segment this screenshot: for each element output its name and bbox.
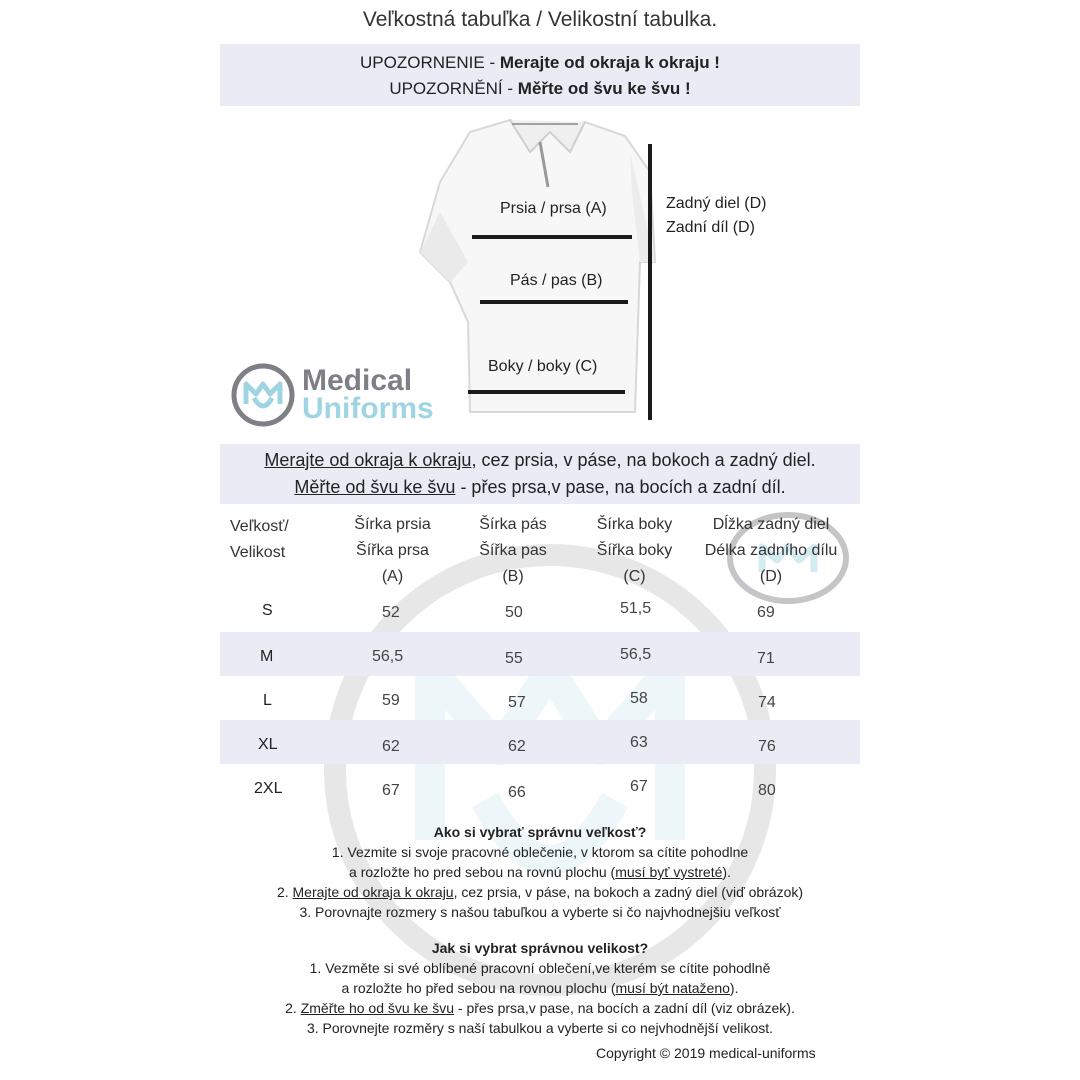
- table-row: [220, 632, 860, 676]
- header-waist-sk: Šírka pás: [479, 516, 547, 533]
- measure-link-sk: Merajte od okraja k okraju: [264, 450, 472, 470]
- header-hips: [572, 512, 697, 590]
- instructions-cz-step1: 1. Vezměte si své oblíbené pracovní oblečení,ve kterém se cítite pohodlně: [309, 960, 771, 976]
- cell-waist: 66: [508, 784, 526, 801]
- header-waist: [458, 512, 568, 590]
- header-back-cz: Délka zadního dílu: [704, 542, 838, 559]
- cell-size: XL: [258, 736, 278, 753]
- cell-chest: 62: [382, 738, 400, 755]
- instructions-sk-step1-cont: [0, 862, 1080, 882]
- warning-text-cz: Měřte od švu ke švu !: [517, 79, 691, 98]
- instructions-cz-step1-cont: [0, 978, 1080, 998]
- table-row: [220, 676, 860, 720]
- cz-step1-text: a rozložte ho před sebou na rovnou plochu (: [341, 980, 616, 996]
- back-label-sk: Zadný diel (D): [666, 195, 767, 212]
- cell-size: S: [262, 602, 273, 619]
- warning-box: [220, 44, 860, 106]
- warning-label-sk: UPOZORNENIE: [360, 53, 485, 72]
- instructions-cz-step3: 3. Porovnejte rozměry s naší tabulkou a vyberte si co nejvhodnější velikost.: [306, 1020, 774, 1036]
- measurement-note-sk: [220, 447, 860, 474]
- cell-chest: 52: [382, 604, 400, 621]
- cz-step1-underline: musí být nataženo: [615, 980, 730, 996]
- warning-line-sk: UPOZORNENIE - Merajte od okraja k okraju !: [360, 53, 720, 72]
- logo-icon: [230, 362, 296, 428]
- measure-rest-sk: , cez prsia, v páse, na bokoch a zadný diel.: [471, 450, 816, 470]
- measure-rest-cz: - přes prsa,v pase, na bocích a zadní díl.: [455, 477, 786, 497]
- warning-label-cz: UPOZORNĚNÍ: [389, 79, 503, 98]
- header-hips-cz: Šířka boky: [596, 542, 673, 559]
- logo-word-uniforms: Uniforms: [302, 392, 434, 425]
- header-size-cz: Velikost: [230, 544, 286, 561]
- instructions-sk-step1: 1. Vezmite si svoje pracovné oblečenie, v ktorom sa cítite pohodlne: [331, 844, 749, 860]
- header-back-sk: Dĺžka zadný diel: [712, 516, 830, 533]
- sk-step1-text: a rozložte ho pred sebou na rovnú plochu (: [349, 864, 616, 880]
- header-hips-code: (C): [623, 568, 646, 585]
- copyright: Copyright © 2019 medical-uniforms: [596, 1045, 816, 1061]
- page-title: Veľkostná tabuľka / Velikostní tabulka.: [362, 8, 718, 31]
- cell-size: 2XL: [254, 780, 283, 797]
- instructions-cz-title: Jak si vybrat správnou velikost?: [431, 940, 649, 956]
- cz-step1-end: ).: [729, 980, 739, 996]
- medical-uniforms-logo: [230, 360, 470, 430]
- sk-step2-text: , cez prsia, v páse, na bokoch a zadný diel (viď obrázok): [453, 884, 804, 900]
- waist-label: Pás / pas (B): [510, 272, 603, 289]
- measurement-note: [220, 444, 860, 504]
- chest-label: Prsia / prsa (A): [500, 200, 607, 217]
- logo-word-medical: Medical: [302, 364, 413, 397]
- instructions-sk: [0, 822, 1080, 922]
- table-row: [220, 720, 860, 764]
- cell-chest: 59: [382, 692, 400, 709]
- header-waist-code: (B): [502, 568, 524, 585]
- header-chest-code: (A): [381, 568, 404, 585]
- warning-text-sk: Merajte od okraja k okraju !: [499, 53, 720, 72]
- cell-chest: 56,5: [372, 648, 404, 665]
- measure-link-cz: Měřte od švu ke švu: [294, 477, 456, 497]
- back-length-label: [666, 192, 766, 240]
- header-chest: [330, 512, 455, 590]
- cz-step2-num: 2.: [285, 1000, 301, 1016]
- header-chest-sk: Šírka prsia: [354, 516, 431, 533]
- back-label-cz: Zadní díl (D): [666, 219, 755, 236]
- cell-back: 69: [757, 604, 775, 621]
- sk-step2-num: 2.: [276, 884, 293, 900]
- header-size-sk: Veľkosť/: [230, 518, 289, 535]
- cell-hips: 63: [630, 734, 648, 751]
- header-chest-cz: Šířka prsa: [356, 542, 429, 559]
- cell-chest: 67: [382, 782, 400, 799]
- table-row: [220, 764, 860, 808]
- instructions-sk-step3: 3. Porovnajte rozmery s našou tabuľkou a vyberte si čo najvhodnejšiu veľkosť: [299, 904, 781, 920]
- table-row: [220, 588, 860, 632]
- cell-back: 71: [757, 650, 775, 667]
- sk-step2-underline: Merajte od okraja k okraju: [292, 884, 454, 900]
- cell-size: M: [260, 648, 274, 665]
- cell-size: L: [263, 692, 272, 709]
- header-back: [686, 512, 856, 590]
- cell-back: 74: [758, 694, 776, 711]
- cell-hips: 67: [630, 778, 648, 795]
- warning-line-cz: UPOZORNĚNÍ - Měřte od švu ke švu !: [389, 79, 691, 98]
- sk-step1-underline: musí byť vystreté: [615, 864, 723, 880]
- cell-back: 76: [758, 738, 776, 755]
- instructions-cz-step2: [0, 998, 1080, 1018]
- cell-waist: 55: [505, 650, 523, 667]
- cell-waist: 57: [508, 694, 526, 711]
- header-back-code: (D): [759, 568, 783, 585]
- measurement-note-cz: [220, 474, 860, 501]
- cell-hips: 58: [630, 690, 648, 707]
- header-size: [230, 514, 306, 566]
- cz-step2-underline: Změřte ho od švu ke švu: [300, 1000, 455, 1016]
- instructions-cz: [0, 938, 1080, 1038]
- instructions-sk-step2: [0, 882, 1080, 902]
- cz-step2-text: - přes prsa,v pase, na bocích a zadní díl (viz obrázek).: [454, 1000, 795, 1016]
- instructions-sk-title: Ako si vybrať správnu veľkosť?: [433, 824, 647, 840]
- cell-back: 80: [758, 782, 776, 799]
- cell-hips: 56,5: [620, 646, 652, 663]
- sk-step1-end: ).: [722, 864, 731, 880]
- cell-waist: 62: [508, 738, 526, 755]
- cell-hips: 51,5: [620, 600, 652, 617]
- hips-label: Boky / boky (C): [488, 358, 598, 375]
- header-waist-cz: Šířka pas: [479, 542, 547, 559]
- cell-waist: 50: [505, 604, 523, 621]
- header-hips-sk: Šírka boky: [596, 516, 673, 533]
